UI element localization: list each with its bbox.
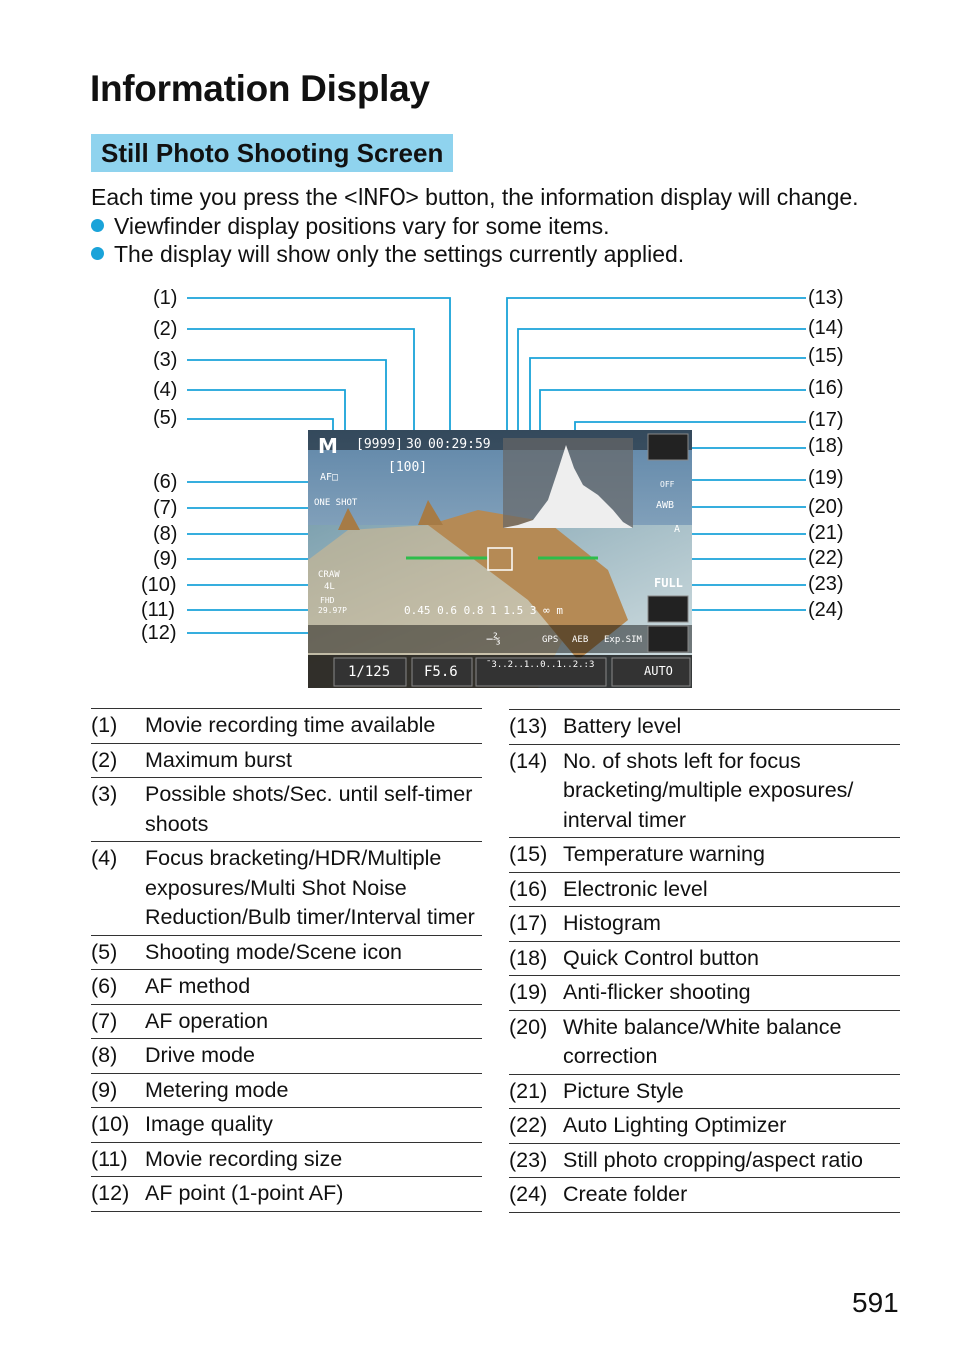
- section-heading: Still Photo Shooting Screen: [91, 134, 453, 172]
- shutter-speed[interactable]: 1/125: [348, 664, 391, 680]
- row-description: AF operation: [145, 1008, 269, 1033]
- callout-21: (21): [808, 522, 844, 544]
- row-description: AF method: [145, 974, 251, 998]
- row-number: (2): [91, 747, 118, 772]
- table-row: [509, 1109, 900, 1144]
- distance-scale: 0.45 0.6 0.8 1 1.5 3 ∞ m: [404, 604, 563, 617]
- row-number: (18): [509, 945, 548, 970]
- row-description: Battery level: [563, 714, 682, 738]
- magnify-button: [648, 626, 688, 652]
- row-description: Create folder: [563, 1182, 688, 1206]
- callout-19: (19): [808, 467, 844, 489]
- legend-table-left: [91, 708, 482, 1212]
- callout-10: (10): [141, 574, 177, 596]
- picture-style: A: [674, 524, 681, 535]
- row-description: Quick Control button: [563, 945, 759, 970]
- row-number: (5): [91, 939, 118, 964]
- table-row: [509, 907, 900, 942]
- movie-size: FHD: [320, 596, 335, 605]
- row-description: No. of shots left for focus bracketing/multiple exposures/ interval timer: [563, 748, 854, 832]
- intro-after: > button, the information display will change.: [405, 184, 859, 210]
- exposure-sim: Exp.SIM: [604, 635, 642, 645]
- callout-14: (14): [808, 317, 844, 339]
- callout-20: (20): [808, 496, 844, 518]
- callout-3: (3): [153, 349, 178, 371]
- callout-7: (7): [153, 497, 178, 519]
- row-number: (3): [91, 782, 118, 806]
- leader-14: [518, 329, 806, 442]
- table-row: [91, 1177, 482, 1212]
- leader-13: [507, 298, 806, 442]
- create-folder-button: [648, 596, 688, 622]
- row-description: Histogram: [563, 911, 661, 935]
- row-description: Movie recording size: [145, 1146, 343, 1171]
- gps-indicator: GPS: [542, 635, 559, 645]
- movie-fps: 29.97P: [318, 606, 347, 615]
- row-description: Focus bracketing/HDR/Multiple exposures/Multi Shot Noise Reduction/Bulb timer/Interval timer: [145, 846, 475, 929]
- callout-23: (23): [808, 573, 844, 595]
- row-number: (6): [91, 974, 118, 998]
- row-number: (9): [91, 1077, 118, 1102]
- bullet-2-text: The display will show only the settings currently applied.: [114, 241, 685, 267]
- table-row: [91, 1039, 482, 1074]
- callout-4: (4): [153, 379, 178, 401]
- row-number: (1): [91, 713, 118, 737]
- table-row: [91, 1143, 482, 1178]
- row-number: (7): [91, 1008, 118, 1033]
- row-description: Electronic level: [563, 876, 708, 901]
- table-row: [509, 873, 900, 908]
- table-row: [91, 1108, 482, 1143]
- table-row: [91, 936, 482, 971]
- exposure-level[interactable]: ¯3..2..1..0..1..2.:3: [486, 660, 595, 670]
- callout-22: (22): [808, 547, 844, 569]
- callout-5: (5): [153, 407, 178, 429]
- info-button-label: INFO: [357, 185, 406, 211]
- bullet-1-text: Viewfinder display positions vary for some items.: [114, 213, 610, 239]
- row-description: Drive mode: [145, 1043, 255, 1067]
- shooting-mode: M: [318, 434, 338, 458]
- row-description: Image quality: [145, 1112, 273, 1136]
- callout-9: (9): [153, 548, 178, 570]
- callout-12: (12): [141, 622, 177, 644]
- camera-screen: [308, 430, 692, 688]
- row-number: (14): [509, 748, 548, 773]
- image-quality: 4L: [324, 582, 335, 592]
- row-number: (20): [509, 1014, 548, 1039]
- anti-flicker: OFF: [660, 480, 675, 489]
- legend-table-right: [509, 709, 900, 1213]
- row-description: Maximum burst: [145, 747, 292, 772]
- table-row: [509, 745, 900, 839]
- callout-11: (11): [141, 599, 176, 621]
- white-balance: AWB: [656, 500, 675, 511]
- row-number: (8): [91, 1043, 118, 1067]
- row-description: AF point (1-point AF): [145, 1181, 344, 1205]
- table-row: [91, 1005, 482, 1040]
- table-row: [91, 708, 482, 744]
- iso-value[interactable]: AUTO: [644, 664, 673, 678]
- leader-1: [187, 298, 450, 452]
- table-row: [91, 842, 482, 936]
- table-row: [509, 709, 900, 745]
- row-number: (12): [91, 1181, 130, 1205]
- max-burst: 30: [406, 437, 422, 452]
- movie-time: 00:29:59: [428, 437, 491, 452]
- table-row: [509, 942, 900, 977]
- crop-aspect: FULL: [654, 576, 683, 590]
- aperture-value[interactable]: F5.6: [424, 664, 458, 680]
- callout-13: (13): [808, 287, 844, 309]
- shots-remaining: [9999]: [356, 437, 403, 452]
- table-row: [509, 1144, 900, 1179]
- row-number: (11): [91, 1146, 128, 1171]
- callout-17: (17): [808, 409, 844, 431]
- callout-2: (2): [153, 318, 178, 340]
- row-description: Possible shots/Sec. until self-timer shoots: [145, 782, 473, 836]
- table-row: [509, 1075, 900, 1110]
- callout-15: (15): [808, 345, 844, 367]
- row-number: (19): [509, 980, 548, 1004]
- aeb-indicator: AEB: [572, 635, 589, 645]
- row-description: Auto Lighting Optimizer: [563, 1113, 787, 1137]
- row-number: (13): [509, 714, 548, 738]
- row-description: Still photo cropping/aspect ratio: [563, 1147, 863, 1172]
- row-number: (10): [91, 1112, 130, 1136]
- row-description: Temperature warning: [563, 842, 765, 866]
- row-description: White balance/White balance correction: [563, 1014, 842, 1068]
- table-row: [91, 1074, 482, 1109]
- callout-16: (16): [808, 377, 844, 399]
- row-number: (17): [509, 911, 548, 935]
- callout-6: (6): [153, 471, 178, 493]
- row-number: (22): [509, 1113, 548, 1137]
- row-number: (24): [509, 1182, 548, 1206]
- flash-compensation: −⅔: [486, 632, 501, 646]
- af-operation: ONE SHOT: [314, 498, 358, 508]
- shots-left-count: [100]: [388, 460, 428, 475]
- table-row: [509, 838, 900, 873]
- callout-1: (1): [153, 287, 178, 309]
- scene-image: [308, 430, 692, 688]
- row-number: (23): [509, 1147, 548, 1172]
- table-row: [509, 976, 900, 1011]
- page-number: 591: [852, 1287, 899, 1318]
- callout-24: (24): [808, 599, 844, 621]
- af-method: AF□: [320, 472, 339, 483]
- table-row: [91, 970, 482, 1005]
- row-description: Shooting mode/Scene icon: [145, 939, 402, 964]
- table-row: [509, 1178, 900, 1213]
- row-description: Movie recording time available: [145, 713, 436, 737]
- row-number: (4): [91, 846, 118, 870]
- image-quality-raw: CRAW: [318, 570, 340, 580]
- quick-control-button: [648, 434, 688, 460]
- row-number: (21): [509, 1078, 548, 1103]
- row-description: Picture Style: [563, 1078, 684, 1103]
- page-title: Information Display: [90, 68, 430, 109]
- callout-8: (8): [153, 523, 178, 545]
- table-row: [91, 778, 482, 842]
- table-row: [509, 1011, 900, 1075]
- intro-before: Each time you press the <: [91, 184, 358, 210]
- row-description: Metering mode: [145, 1077, 289, 1102]
- row-number: (16): [509, 876, 548, 901]
- row-description: Anti-flicker shooting: [563, 980, 751, 1004]
- callout-18: (18): [808, 435, 844, 457]
- table-row: [91, 744, 482, 779]
- row-number: (15): [509, 842, 548, 866]
